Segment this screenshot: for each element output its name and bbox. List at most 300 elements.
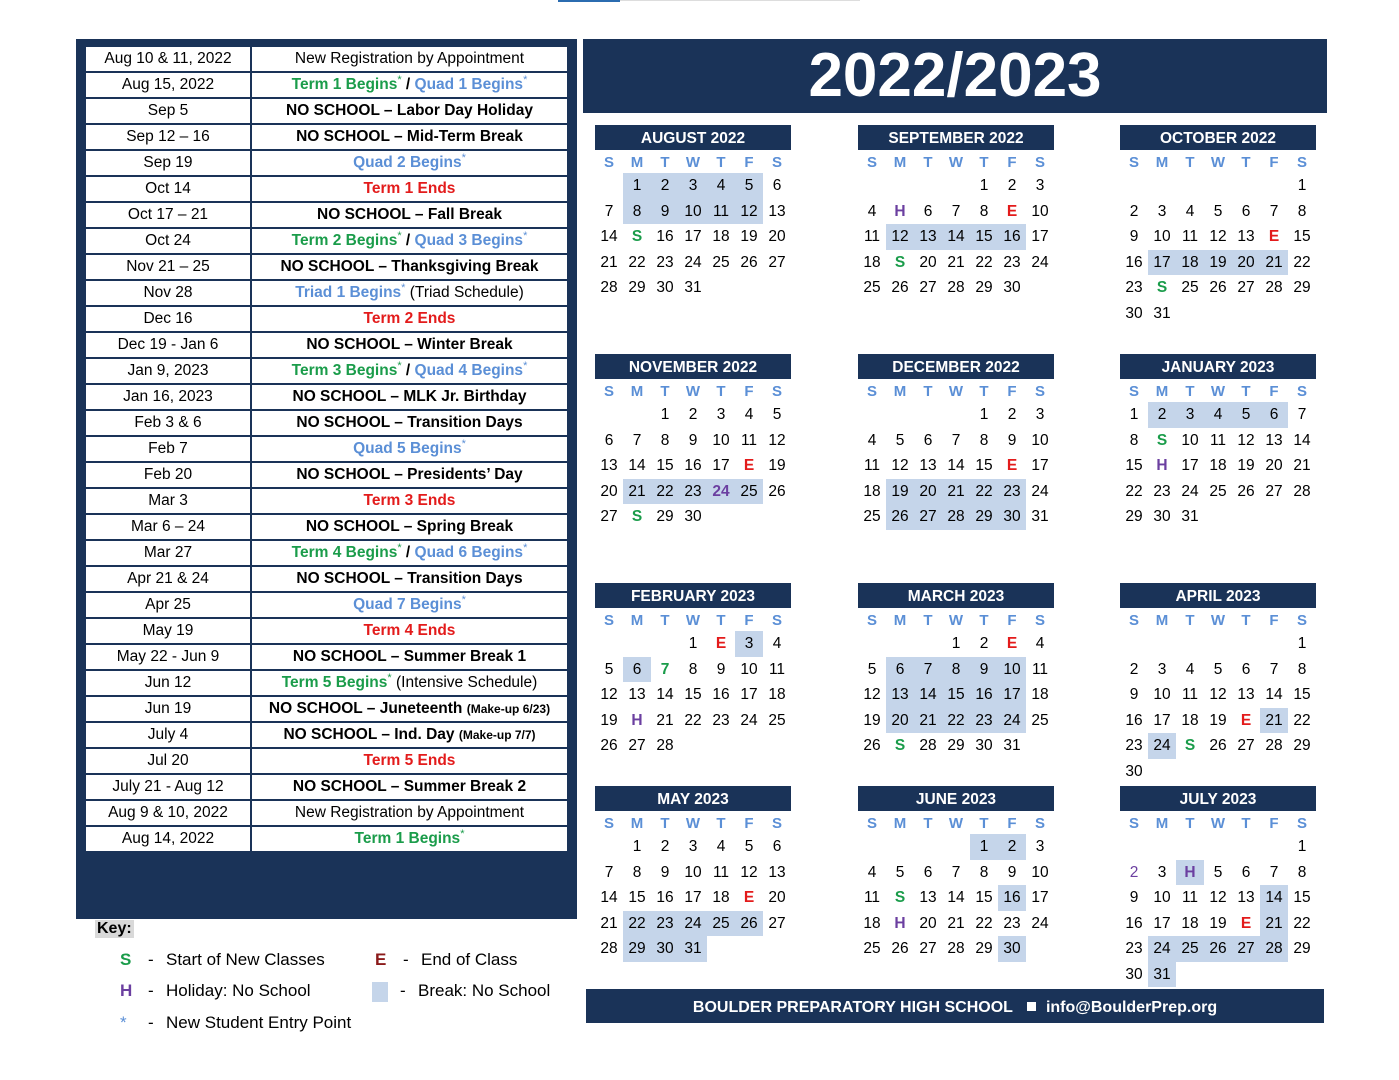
calendar-day: 28 <box>1260 936 1288 962</box>
calendar-day: 12 <box>740 863 758 881</box>
calendar-day: 1 <box>1297 635 1307 652</box>
month-day-grid <box>595 811 791 962</box>
weekday-header: T <box>1185 815 1195 832</box>
calendar-day: 18 <box>768 686 786 703</box>
calendar-day: 8 <box>979 431 989 449</box>
class-start-marker: S <box>1184 737 1196 754</box>
calendar-day: 24 <box>1181 482 1199 500</box>
calendar-day: 15 <box>942 682 970 708</box>
event-date: Feb 7 <box>85 436 251 462</box>
calendar-day: 10 <box>1031 431 1049 449</box>
event-description <box>251 436 568 462</box>
calendar-day: 12 <box>600 686 618 703</box>
calendar-day: 5 <box>895 431 905 449</box>
event-row <box>85 644 568 670</box>
calendar-day: 14 <box>600 228 618 245</box>
empty-cell <box>1232 173 1260 199</box>
weekday-header: T <box>923 612 933 629</box>
calendar-day: 10 <box>1153 889 1171 906</box>
event-description <box>251 46 568 72</box>
event-text-part: Term 3 Ends <box>363 492 456 509</box>
calendar-day: 23 <box>712 711 730 729</box>
calendar-day: 6 <box>1241 202 1251 220</box>
calendar-day: 23 <box>1125 737 1143 754</box>
event-description <box>251 618 568 644</box>
calendar-day: 3 <box>1176 402 1204 428</box>
event-text-part: * <box>523 359 528 372</box>
event-text-part: NO SCHOOL – Winter Break <box>306 336 513 353</box>
weekday-header: W <box>685 815 701 832</box>
calendar-day: 17 <box>1181 457 1199 474</box>
weekday-header: M <box>1155 383 1169 400</box>
calendar-day: 9 <box>1129 686 1139 703</box>
event-description <box>251 124 568 150</box>
weekday-header: S <box>771 383 782 400</box>
calendar-day: 10 <box>684 863 702 881</box>
weekday-header: T <box>660 383 670 400</box>
calendar-day: 5 <box>772 406 782 423</box>
calendar-day: 5 <box>867 660 877 678</box>
empty-cell <box>1260 834 1288 860</box>
calendar-day: 28 <box>947 279 965 296</box>
calendar-day: 7 <box>1269 863 1279 881</box>
calendar-day: 31 <box>1148 962 1176 988</box>
holiday-marker: H <box>631 711 643 729</box>
calendar-day: 25 <box>768 711 786 729</box>
calendar-day: 11 <box>1031 660 1049 678</box>
calendar-day: 11 <box>1181 686 1199 703</box>
calendar-day: 6 <box>923 202 933 220</box>
calendar-day: 27 <box>1237 279 1255 296</box>
calendar-day: 26 <box>600 737 618 754</box>
weekday-header: F <box>744 815 754 832</box>
month-day-grid <box>1120 379 1316 530</box>
event-text-part: New Registration by Appointment <box>294 804 525 821</box>
event-date: Mar 6 – 24 <box>85 514 251 540</box>
calendar-day: 28 <box>600 279 618 296</box>
calendar-day: 15 <box>1293 686 1311 703</box>
calendar-day: 22 <box>942 708 970 734</box>
calendar-day: 20 <box>1232 250 1260 276</box>
event-text-part: (Intensive Schedule) <box>391 674 538 691</box>
calendar-day: 28 <box>600 940 618 957</box>
empty-cell <box>942 173 970 199</box>
event-row <box>85 696 568 722</box>
empty-cell <box>914 402 942 428</box>
calendar-day: 17 <box>1031 457 1049 474</box>
calendar-day: 19 <box>768 457 786 474</box>
calendar-day: 15 <box>975 889 993 906</box>
event-text-part: NO SCHOOL – Summer Break 2 <box>292 778 527 795</box>
event-text-part: * <box>523 229 528 242</box>
calendar-day: 26 <box>740 253 758 271</box>
event-row <box>85 774 568 800</box>
event-text-part: NO SCHOOL – Summer Break 1 <box>292 648 527 665</box>
calendar-day: 12 <box>891 457 909 474</box>
empty-cell <box>858 173 886 199</box>
calendar-day: 7 <box>604 202 614 220</box>
empty-cell <box>914 631 942 657</box>
event-description <box>251 540 568 566</box>
calendar-day: 8 <box>1297 660 1307 678</box>
event-text-part: * <box>387 671 392 684</box>
calendar-day: 4 <box>1035 635 1045 652</box>
calendar-day: 25 <box>1209 482 1227 500</box>
calendar-day: 8 <box>979 863 989 881</box>
calendar-day: 14 <box>1265 686 1283 703</box>
calendar-day: 26 <box>735 911 763 937</box>
event-row <box>85 228 568 254</box>
weekday-header: W <box>685 154 701 171</box>
weekday-header: S <box>1296 383 1307 400</box>
event-description <box>251 254 568 280</box>
calendar-day: 3 <box>716 406 726 423</box>
calendar-day: 18 <box>1031 686 1049 703</box>
calendar-day: 20 <box>914 479 942 505</box>
calendar-day: 2 <box>1129 863 1139 881</box>
weekday-header: W <box>1210 815 1226 832</box>
weekday-header: W <box>948 815 964 832</box>
calendar-day: 14 <box>947 889 965 906</box>
calendar-day: 30 <box>684 508 702 525</box>
weekday-header: W <box>948 383 964 400</box>
weekday-header: T <box>923 383 933 400</box>
weekday-header: S <box>603 154 614 171</box>
calendar-day: 21 <box>600 914 618 932</box>
calendar-day: 1 <box>623 173 651 199</box>
event-date: May 22 - Jun 9 <box>85 644 251 670</box>
weekday-header: W <box>685 612 701 629</box>
empty-cell <box>1148 834 1176 860</box>
calendar-day: 22 <box>1293 253 1311 271</box>
calendar-day: 23 <box>1003 253 1021 271</box>
calendar-day: 29 <box>975 940 993 957</box>
calendar-day: 24 <box>1148 936 1176 962</box>
calendar-day: 19 <box>1237 457 1255 474</box>
calendar-day: 10 <box>1031 202 1049 220</box>
event-text-part: / <box>401 76 415 93</box>
month-day-grid <box>858 608 1054 759</box>
calendar-day: 25 <box>863 279 881 296</box>
event-row <box>85 540 568 566</box>
event-row <box>85 670 568 696</box>
calendar-day: 22 <box>1293 914 1311 932</box>
calendar-day: 30 <box>1153 508 1171 525</box>
calendar-day: 21 <box>914 708 942 734</box>
calendar-day: 22 <box>975 253 993 271</box>
event-text-part: / <box>401 544 415 561</box>
calendar-day: 30 <box>651 936 679 962</box>
calendar-day: 9 <box>660 863 670 881</box>
event-description <box>251 306 568 332</box>
calendar-day: 7 <box>914 657 942 683</box>
calendar-day: 31 <box>1181 508 1199 525</box>
calendar-day: 4 <box>867 431 877 449</box>
event-date: Jul 20 <box>85 748 251 774</box>
calendar-day: 11 <box>863 228 881 245</box>
event-text-part: NO SCHOOL – Fall Break <box>317 206 502 223</box>
calendar-day: 2 <box>1148 402 1176 428</box>
empty-cell <box>595 173 623 199</box>
calendar-day: 3 <box>1035 838 1045 855</box>
weekday-header: T <box>979 612 989 629</box>
calendar-day: 21 <box>1260 250 1288 276</box>
calendar-day: 11 <box>1181 228 1199 245</box>
weekday-header: S <box>603 383 614 400</box>
calendar-day: 9 <box>1007 431 1017 449</box>
calendar-day: 17 <box>998 682 1026 708</box>
calendar-day: 9 <box>1129 228 1139 245</box>
calendar-day: 13 <box>768 863 786 881</box>
calendar-day: 13 <box>914 224 942 250</box>
event-date: Feb 20 <box>85 462 251 488</box>
event-row <box>85 98 568 124</box>
key-end-class: E - End of Class <box>375 950 518 969</box>
class-end-marker: E <box>1006 202 1018 220</box>
month-calendar <box>595 125 791 301</box>
calendar-day: 8 <box>660 431 670 449</box>
class-start-marker: S <box>894 253 906 271</box>
class-end-marker: E <box>1268 228 1280 245</box>
month-title: JULY 2023 <box>1120 786 1316 811</box>
event-text-part: * <box>460 827 465 840</box>
month-calendar <box>595 354 791 530</box>
empty-cell <box>1204 173 1232 199</box>
empty-cell <box>1232 834 1260 860</box>
event-description <box>251 488 568 514</box>
calendar-day: 8 <box>979 202 989 220</box>
calendar-day: 19 <box>1204 250 1232 276</box>
calendar-day: 1 <box>1297 838 1307 855</box>
event-row <box>85 592 568 618</box>
calendar-day: 27 <box>919 940 937 957</box>
class-start-marker: S <box>631 228 643 245</box>
holiday-marker: H <box>1176 860 1204 886</box>
weekday-header: T <box>660 154 670 171</box>
top-accent-line <box>558 0 620 2</box>
calendar-day: 28 <box>942 504 970 530</box>
weekday-header: T <box>923 815 933 832</box>
event-row <box>85 514 568 540</box>
calendar-day: 14 <box>1260 885 1288 911</box>
empty-cell <box>1260 631 1288 657</box>
event-row <box>85 46 568 72</box>
event-row <box>85 826 568 852</box>
calendar-day: 20 <box>768 228 786 245</box>
calendar-day: 24 <box>1031 914 1049 932</box>
calendar-day: 2 <box>998 834 1026 860</box>
empty-cell <box>1204 631 1232 657</box>
calendar-day: 13 <box>1237 228 1255 245</box>
calendar-day: 6 <box>772 177 782 194</box>
calendar-day: 25 <box>863 508 881 525</box>
event-description <box>251 280 568 306</box>
break-swatch-icon <box>372 982 388 1002</box>
calendar-day: 7 <box>1269 202 1279 220</box>
month-calendar <box>1120 354 1316 530</box>
calendar-day: 12 <box>1237 431 1255 449</box>
calendar-day: 13 <box>919 457 937 474</box>
calendar-day: 27 <box>768 914 786 932</box>
calendar-day: 17 <box>684 889 702 906</box>
weekday-header: M <box>893 815 907 832</box>
class-start-marker: S <box>1156 279 1168 296</box>
month-title: MARCH 2023 <box>858 583 1054 608</box>
calendar-day: 31 <box>1031 508 1049 525</box>
empty-cell <box>595 631 623 657</box>
weekday-header: S <box>1128 815 1139 832</box>
school-year-title: 2022/2023 <box>583 39 1327 113</box>
empty-cell <box>942 402 970 428</box>
calendar-day: 14 <box>600 889 618 906</box>
weekday-header: W <box>685 383 701 400</box>
empty-cell <box>1120 173 1148 199</box>
weekday-header: S <box>866 815 877 832</box>
month-calendar <box>1120 583 1316 784</box>
empty-cell <box>914 834 942 860</box>
weekday-header: T <box>923 154 933 171</box>
key-label-entry: New Student Entry Point <box>166 1013 352 1032</box>
event-text-part: Quad 1 Begins <box>414 76 524 93</box>
event-text-part: Term 5 Ends <box>363 752 456 769</box>
event-text-part: Term 5 Begins <box>281 674 388 691</box>
event-text-part: Term 2 Ends <box>363 310 456 327</box>
class-start-marker: S <box>1156 431 1168 449</box>
calendar-day: 4 <box>716 838 726 855</box>
calendar-day: 7 <box>951 431 961 449</box>
event-description <box>251 150 568 176</box>
empty-cell <box>886 173 914 199</box>
event-row <box>85 722 568 748</box>
calendar-day: 13 <box>1237 889 1255 906</box>
calendar-day: 7 <box>604 863 614 881</box>
weekday-header: W <box>948 612 964 629</box>
calendar-day: 22 <box>1125 482 1143 500</box>
calendar-day: 16 <box>970 682 998 708</box>
calendar-day: 25 <box>1176 936 1204 962</box>
calendar-day: 5 <box>604 660 614 678</box>
calendar-day: 8 <box>1297 863 1307 881</box>
calendar-day: 10 <box>740 660 758 678</box>
weekday-header: S <box>603 815 614 832</box>
calendar-day: 2 <box>1129 202 1139 220</box>
calendar-day: 12 <box>1209 889 1227 906</box>
month-day-grid <box>1120 150 1316 326</box>
calendar-day: 16 <box>1125 253 1143 271</box>
calendar-day: 4 <box>1185 660 1195 678</box>
calendar-day: 28 <box>1265 279 1283 296</box>
event-text-part: Term 3 Begins <box>291 362 398 379</box>
calendar-day: 30 <box>975 737 993 754</box>
calendar-day: 17 <box>1148 250 1176 276</box>
calendar-day: 25 <box>1181 279 1199 296</box>
event-text-part: NO SCHOOL – Ind. Day <box>283 726 459 743</box>
weekday-header: T <box>1241 612 1251 629</box>
event-description <box>251 826 568 852</box>
event-description <box>251 514 568 540</box>
calendar-day: 17 <box>740 686 758 703</box>
calendar-day: 9 <box>1007 863 1017 881</box>
month-calendar <box>595 786 791 962</box>
empty-cell <box>1176 631 1204 657</box>
calendar-day: 18 <box>712 889 730 906</box>
calendar-day: 26 <box>1209 737 1227 754</box>
empty-cell <box>1176 173 1204 199</box>
calendar-day: 13 <box>919 889 937 906</box>
weekday-header: F <box>1007 154 1017 171</box>
event-text-part: * <box>523 73 528 86</box>
event-date: Aug 14, 2022 <box>85 826 251 852</box>
calendar-day: 4 <box>707 173 735 199</box>
weekday-header: W <box>1210 612 1226 629</box>
calendar-day: 1 <box>1297 177 1307 194</box>
empty-cell <box>858 834 886 860</box>
month-day-grid <box>1120 811 1316 987</box>
calendar-day: 31 <box>684 279 702 296</box>
calendar-day: 4 <box>744 406 754 423</box>
calendar-day: 2 <box>651 173 679 199</box>
calendar-day: 23 <box>1125 940 1143 957</box>
event-description <box>251 228 568 254</box>
calendar-day: 16 <box>684 457 702 474</box>
calendar-day: 19 <box>740 228 758 245</box>
event-row <box>85 566 568 592</box>
end-symbol: E <box>375 950 387 969</box>
weekday-header: M <box>893 612 907 629</box>
calendar-day: 27 <box>1232 936 1260 962</box>
weekday-header: T <box>1241 383 1251 400</box>
calendar-day: 23 <box>656 253 674 271</box>
class-start-marker: S <box>631 508 643 525</box>
calendar-day: 26 <box>863 737 881 754</box>
calendar-day: 21 <box>942 479 970 505</box>
empty-cell <box>942 834 970 860</box>
calendar-day: 28 <box>1293 482 1311 500</box>
event-text-part: * <box>461 437 466 450</box>
empty-cell <box>858 631 886 657</box>
calendar-day: 10 <box>712 431 730 449</box>
calendar-day: 26 <box>886 504 914 530</box>
event-description <box>251 670 568 696</box>
calendar-day: 3 <box>1157 863 1167 881</box>
calendar-day: 7 <box>1269 660 1279 678</box>
class-end-marker: E <box>743 889 755 906</box>
calendar-day: 5 <box>744 838 754 855</box>
event-text-part: * <box>401 281 406 294</box>
calendar-day: 13 <box>1237 686 1255 703</box>
events-table-frame <box>76 39 577 919</box>
calendar-day: 15 <box>1125 457 1143 474</box>
empty-cell <box>1120 834 1148 860</box>
calendar-day: 14 <box>1293 431 1311 449</box>
calendar-day: 24 <box>740 711 758 729</box>
calendar-day: 30 <box>656 279 674 296</box>
weekday-header: S <box>771 612 782 629</box>
calendar-day: 1 <box>951 635 961 652</box>
calendar-day: 5 <box>1232 402 1260 428</box>
calendar-day: 23 <box>998 479 1026 505</box>
calendar-day: 8 <box>623 199 651 225</box>
event-text-part: / <box>401 232 415 249</box>
event-date: Mar 3 <box>85 488 251 514</box>
calendar-day: 29 <box>1125 508 1143 525</box>
calendar-day: 19 <box>600 711 618 729</box>
event-text-part: NO SCHOOL – Transition Days <box>296 414 523 431</box>
calendar-day: 2 <box>1007 177 1017 194</box>
calendar-day: 30 <box>1125 762 1143 780</box>
weekday-header: S <box>866 154 877 171</box>
event-text-part: NO SCHOOL – Spring Break <box>305 518 514 535</box>
